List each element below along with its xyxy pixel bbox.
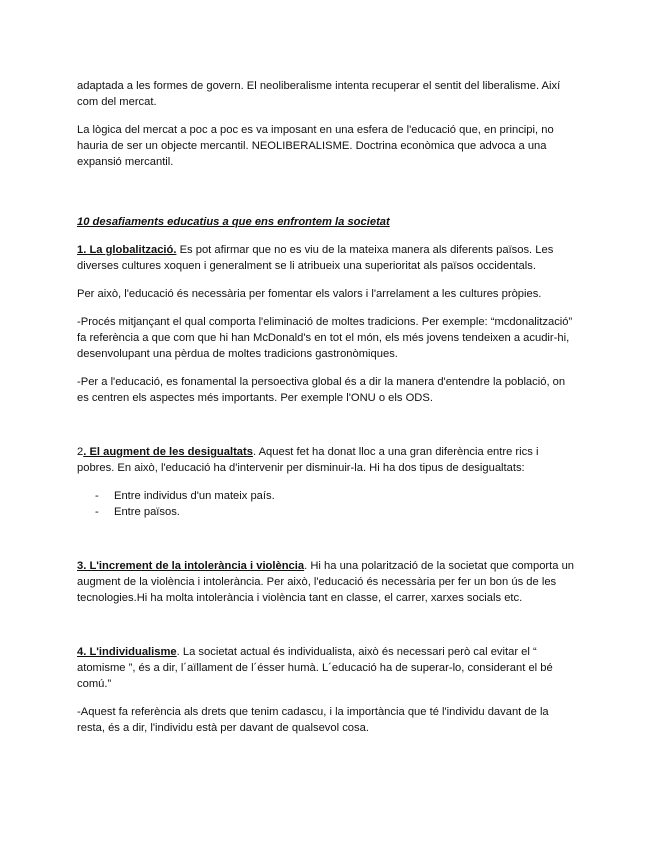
intro-paragraph-2: La lògica del mercat a poc a poc es va imposant en una esfera de l'educació que, en principi, no hauria de ser un objecte mercantil. NEOLIBERALISME. Doctrina econòmica que advoca a una expansió mercantil. [77,124,554,168]
challenge-1-paragraph [77,242,577,274]
document-page [77,78,577,748]
challenge-1-heading: 1. La globalització. [77,244,177,256]
inequality-types-list [77,488,577,520]
list-item [77,488,577,504]
dash-bullet: - [95,490,99,502]
challenge-1-paragraph-3: -Procés mitjançant el qual comporta l'eliminació de moltes tradicions. Per exemple: “mcdonalització” fa referència a que com que hi han McDonald's en tot el món, els més jovens tendeixen a acudir-hi, desenvolupant una pèrdua de moltes tradicions gastronòmiques. [77,316,573,360]
challenge-3-text: . Hi ha una polarització de la societat que comporta un augment de la violència i intolerància. Per això, l'educació és necessària per fer un bon ús de les tecnologies.Hi ha molta intolerància i violència tant en classe, el carrer, xarxes socials etc. [77,560,575,604]
list-item-label: Entre països. [114,506,180,518]
challenge-1-text: Es pot afirmar que no es viu de la mateixa manera als diferents països. Les diverses cultures xoquen i generalment se li atribueix una superioritat als països occidentals. [77,244,554,272]
dash-bullet: - [95,506,99,518]
section-title [77,214,577,230]
challenge-3-heading: 3. L'increment de la intolerància i violència [77,560,305,572]
challenge-3-paragraph [77,558,577,606]
challenge-2-paragraph [77,444,577,476]
spacer [77,182,577,214]
challenge-2-text: . Aquest fet ha donat lloc a una gran diferència entre rics i pobres. En això, l'educació ha d'intervenir per disminuir-la. Hi ha dos tipus de desigualtats: [77,446,539,474]
challenge-4-paragraph [77,644,577,692]
challenge-2-heading: . El augment de les desigualtats [83,446,253,458]
challenge-1-paragraph-4: -Per a l'educació, es fonamental la persoectiva global és a dir la manera d'entendre la població, on es centren els aspectes més importants. Per exemple l'ONU o els ODS. [77,376,566,404]
list-item [77,504,577,520]
challenge-1-paragraph-2: Per això, l'educació és necessària per fomentar els valors i l'arrelament a les cultures pròpies. [77,288,542,300]
challenge-2-number: 2 [77,446,84,458]
spacer [77,618,577,644]
section-title-text: 10 desafiaments educatius a que ens enfrontem la societat [77,216,390,228]
spacer [77,418,577,444]
challenge-4-paragraph-2: -Aquest fa referència als drets que tenim cadascu, i la importància que té l'individu davant de la resta, és a dir, l'individu està per davant de qualsevol cosa. [77,706,549,734]
spacer [77,532,577,558]
challenge-4-heading: 4. L'individualisme [77,646,177,658]
list-item-label: Entre individus d'un mateix país. [114,490,275,502]
intro-paragraph-1: adaptada a les formes de govern. El neoliberalisme intenta recuperar el sentit del liberalisme. Així com del mercat. [77,80,561,108]
challenge-4-text: . La societat actual és individualista, això és necessari però cal evitar el “ atomisme ”, és a dir, l´aïllament de l´ésser humà. L´educació ha de superar-lo, considerant el bé comú.” [77,646,553,690]
